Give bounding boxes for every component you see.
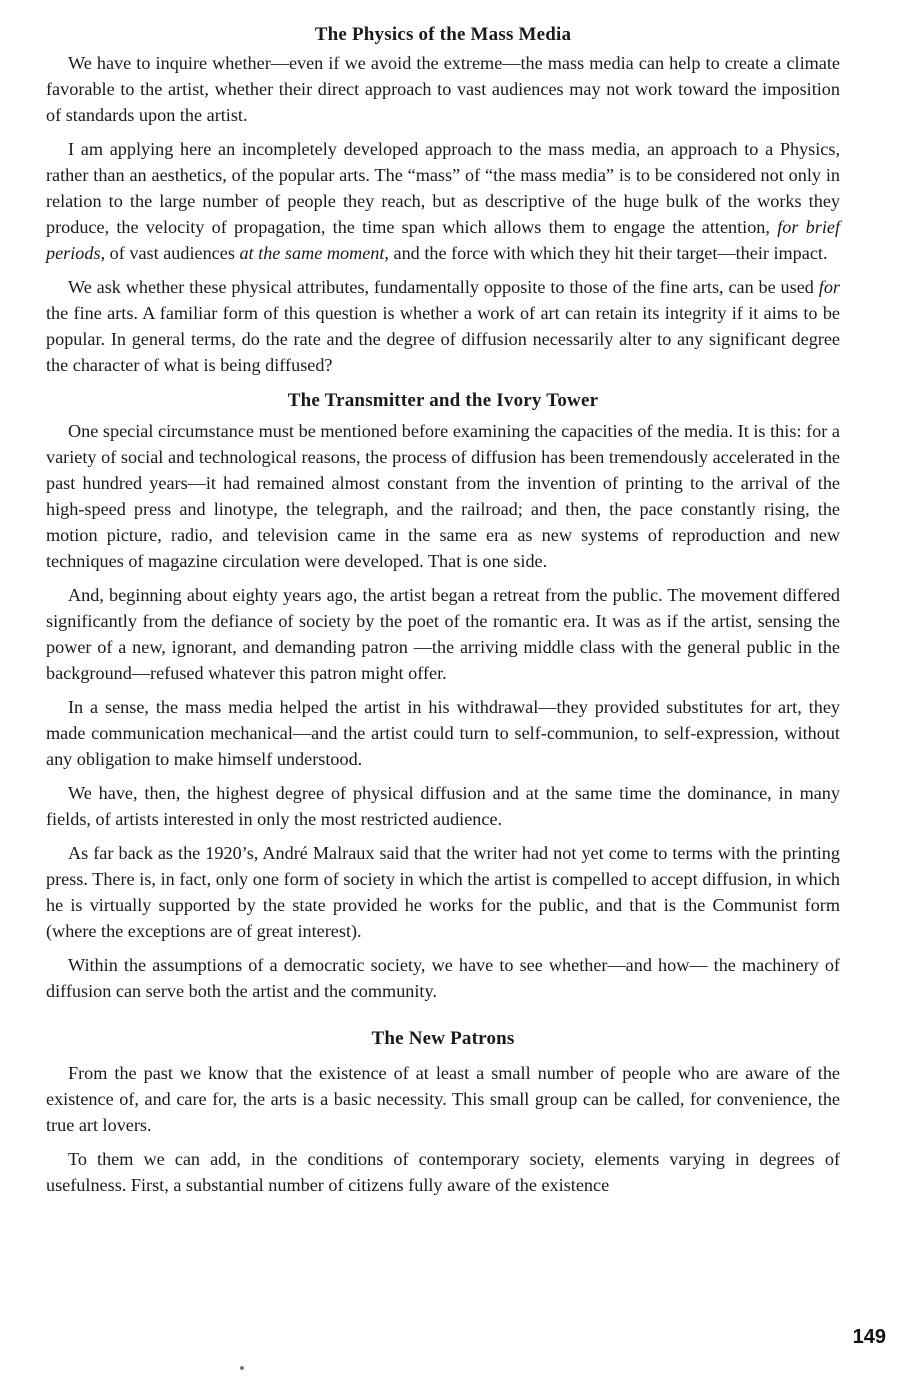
section-heading-transmitter: The Transmitter and the Ivory Tower [287, 390, 599, 411]
paragraph: And, beginning about eighty years ago, the artist began a retreat from the public. The movement differed significantly from the defiance of society by the poet of the romantic era. It was as if the artist, sensing the power of a new, ignorant, and demanding patron —the arriving middle class with the general public in the background—refused whatever this patron might offer. [46, 585, 840, 683]
paragraph: We have, then, the highest degree of physical diffusion and at the same time the dominance, in many fields, of artists interested in only the most restricted audience. [46, 783, 840, 829]
paragraph: In a sense, the mass media helped the artist in his withdrawal—they provided substitutes for art, they made communication mechanical—and the artist could turn to self-communion, to self-expression, without any obligation to make himself understood. [46, 697, 840, 769]
page-number: 149 [852, 1326, 886, 1348]
section-heading-physics: The Physics of the Mass Media [314, 24, 572, 45]
paragraph: Within the assumptions of a democratic society, we have to see whether—and how— the machinery of diffusion can serve both the artist and the community. [46, 955, 840, 1001]
paragraph: We have to inquire whether—even if we avoid the extreme—the mass media can help to create a climate favorable to the artist, whether their direct approach to vast audiences may not work toward the imposition of standards upon the artist. [46, 53, 840, 125]
paragraph: As far back as the 1920’s, André Malraux said that the writer had not yet come to terms with the printing press. There is, in fact, only one form of society in which the artist is compelled to accept diffusion, in which he is virtually supported by the state provided he works for the public, and that is the Communist form (where the exceptions are of great interest). [46, 843, 840, 941]
italic-phrase: for [818, 277, 840, 297]
paragraph: I am applying here an incompletely developed approach to the mass media, an approach to a Physics, rather than an aesthetics, of the popular arts. The “mass” of “the mass media” is to be considered not only in relation to the large number of people they reach, but as descriptive of the huge bulk of the works they produce, the velocity of propagation, the time span which allows them to engage the attention, for brief periods, of vast audiences at the same moment, and the force with which they hit their target—their impact. [46, 139, 840, 263]
italic-phrase: at the same moment [239, 243, 385, 263]
paragraph: From the past we know that the existence of at least a small number of people who are aware of the existence of, and care for, the arts is a basic necessity. This small group can be called, for convenience, the true art lovers. [46, 1063, 840, 1135]
paragraph: One special circumstance must be mentioned before examining the capacities of the media. It is this: for a variety of social and technological reasons, the process of diffusion has been tremendously accelerated in the past hundred years—it had remained almost constant from the invention of printing to the arrival of the high-speed press and linotype, the telegraph, and the railroad; and then, the pace constantly rising, the motion picture, radio, and television came in the same era as new systems of reproduction and new techniques of magazine circulation were developed. That is one side. [46, 421, 840, 571]
page-content [46, 16, 840, 1206]
print-speck [240, 1366, 244, 1370]
paragraph: We ask whether these physical attributes, fundamentally opposite to those of the fine arts, can be used for the fine arts. A familiar form of this question is whether a work of art can retain its integrity if it aims to be popular. In general terms, do the rate and the degree of diffusion necessarily alter to any significant degree the character of what is being diffused? [46, 277, 840, 375]
italic-phrase: for brief periods [46, 217, 840, 263]
section-heading-new-patrons: The New Patrons [371, 1028, 515, 1049]
paragraph: To them we can add, in the conditions of contemporary society, elements varying in degrees of usefulness. First, a substantial number of citizens fully aware of the existence [46, 1149, 840, 1195]
